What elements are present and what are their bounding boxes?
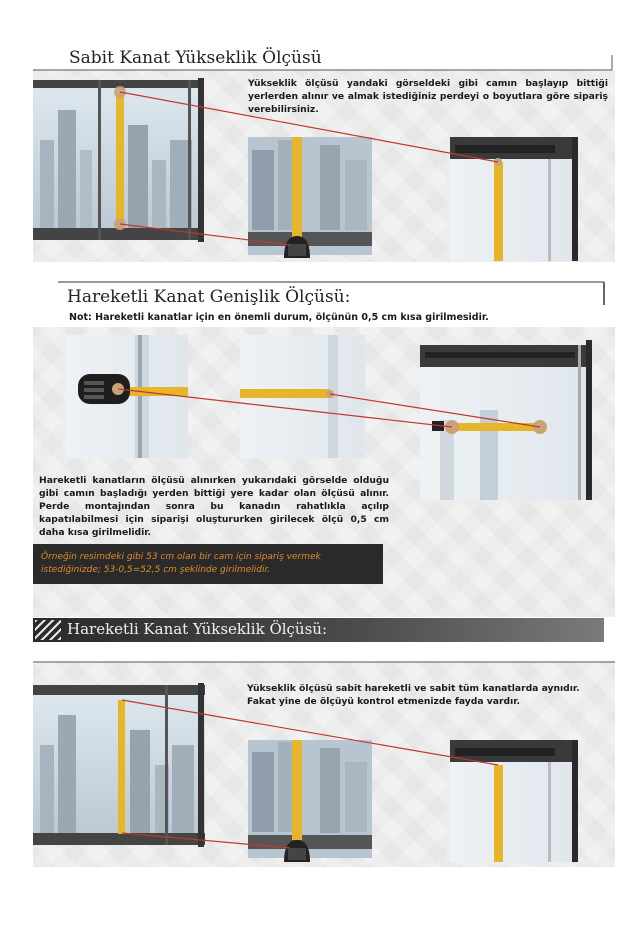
closeup-tape-bottom-2 — [248, 740, 372, 862]
closeup-width-left — [65, 335, 188, 458]
section3-description: Yükseklik ölçüsü sabit hareketli ve sabit tüm kanatlarda aynıdır. Fakat yine de ölçüyü kontrol etmenizde fayda vardır. — [247, 683, 580, 707]
closeup-tape-bottom — [248, 137, 372, 258]
section1-description: Yükseklik ölçüsü yandaki görseldeki gibi camın başlayıp bittiği yerlerden alınır ve almak istediğiniz perdeyi o boyutlara göre sipariş verebilirsiniz. — [248, 78, 608, 115]
section1-title: Sabit Kanat Yükseklik Ölçüsü — [69, 48, 322, 68]
window-sliding-height-left — [33, 683, 205, 847]
section2-note: Not: Hareketli kanatlar için en önemli durum, ölçünün 0,5 cm kısa girilmesidir. — [69, 312, 489, 323]
closeup-tape-top — [450, 137, 578, 261]
closeup-tape-top-2 — [450, 740, 578, 862]
section2-title: Hareketli Kanat Genişlik Ölçüsü: — [67, 287, 351, 307]
section3-title: Hareketli Kanat Yükseklik Ölçüsü: — [67, 620, 328, 638]
example-text: Örneğin resimdeki gibi 53 cm olan bir cam için sipariş vermek istediğinizde; 53-0,5=52,5 cm şeklinde girilmelidir. — [41, 552, 321, 575]
section2-description: Hareketli kanatların ölçüsü alınırken yukarıdaki görselde olduğu gibi camın başladığı yerden bittiği yere kadar olan ölçüsü alınır. Perde montajından sonra bu kanadın rahatlıkla açılıp kapatılabilmesi için siparişi oluştururken girilecek ölçü 0,5 cm daha kısa girilmelidir. — [39, 475, 389, 538]
window-sliding-right — [420, 340, 592, 500]
